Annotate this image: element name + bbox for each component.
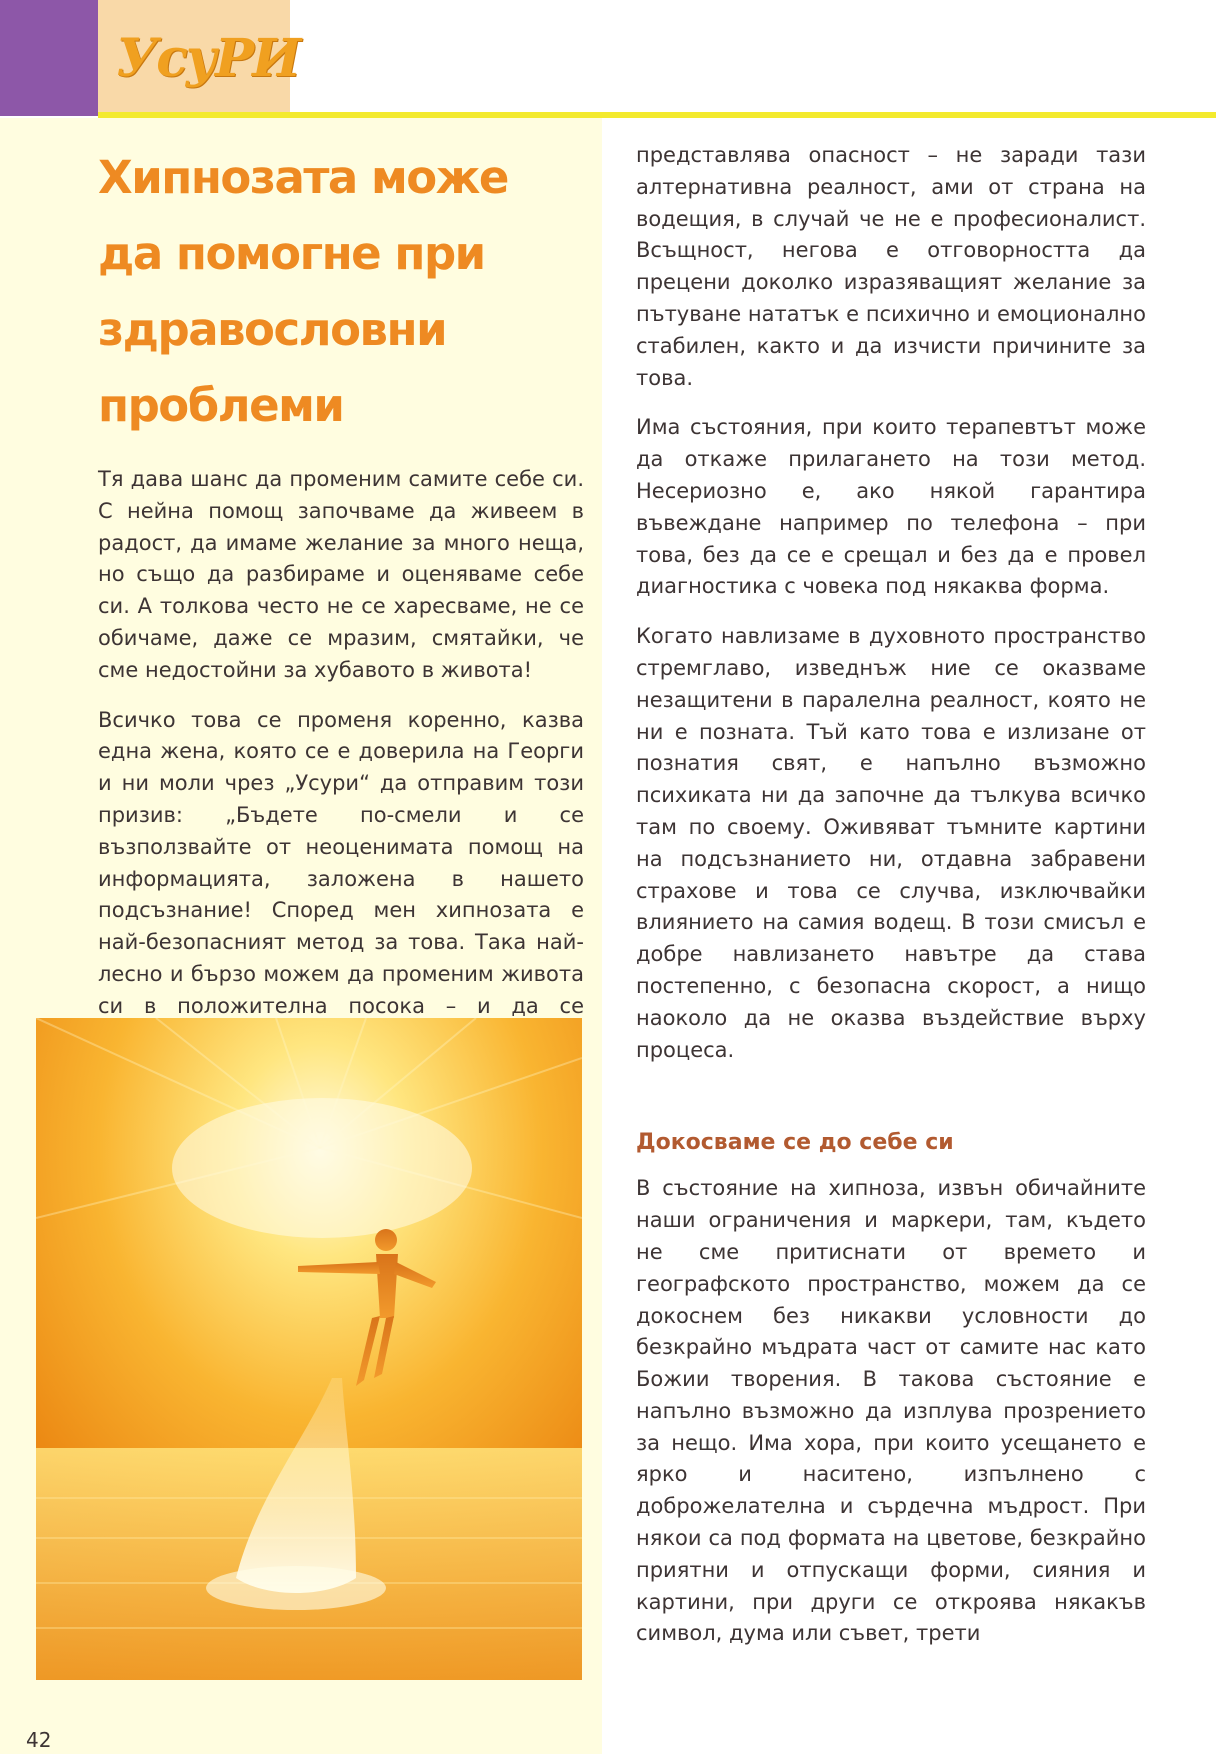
header-purple-band — [0, 0, 98, 116]
body-paragraph: Когато навлизаме в духовното пространство стремглаво, изведнъж ние се оказваме незащитени в паралелна реалност, която не ни е позната. Тъй като това е излизане от познатия свят, е напълно възможно психиката ни да започне да тълкува всичко там по своему. Оживяват тъмните картини на подсъзнанието ни, отдавна забравени страхове и това се случва, изключвайки влиянието на самия водещ. В този смисъл е добре навлизането навътре да става постепенно, с безопасна скорост, а нищо наоколо да не оказва въздействие върху процеса. — [636, 624, 1146, 1062]
article-photo-flying-figure — [36, 1018, 582, 1680]
photo-illustration — [36, 1018, 582, 1680]
body-paragraph: Тя дава шанс да променим самите себе си. С нейна помощ започваме да живеем в радост, да имаме желание за много неща, но също да разбираме и оценяваме себе си. А толкова често не се харесваме, не се обичаме, даже се мразим, смятайки, че сме недостойни за хубавото в живота! — [98, 467, 584, 682]
body-paragraph: Има състояния, при които терапевтът може да откаже прилагането на този метод. Несериозно е, ако някой гарантира въвеждане например по телефона – при това, без да се е срещал и без да е провел диагностика с човека под някаква форма. — [636, 415, 1146, 599]
body-paragraph: представлява опасност – не заради тази алтернативна реалност, ами от страна на водещия, в случай че не е професионалист. Всъщност, негова е отговорността да прецени доколко изразяващият желание за пътуване нататък е психично и емоционално стабилен, както и да изчисти причините за това. — [636, 143, 1146, 390]
logo-text: УсуРИ — [116, 28, 300, 89]
body-paragraph: В състояние на хипноза, извън обичайните наши ограничения и маркери, там, където не сме притиснати от времето и географското пространство, можем да се докоснем без никакви условности до безкрайно мъдрата част от самите нас като Божии творения. В такова състояние е напълно възможно да изплува прозрението за нещо. Има хора, при които усещането е ярко и наситено, изпълнено с доброжелателна и сърдечна мъдрост. При някои са под формата на цветове, безкрайно приятни и отпускащи форми, сияния и картини, при други се откроява някакъв символ, дума или съвет, трети — [636, 1176, 1146, 1646]
magazine-logo — [98, 0, 300, 116]
left-column — [98, 140, 584, 1072]
page-number: 42 — [26, 1728, 52, 1752]
section-subheading: Докосваме се до себе си — [636, 1130, 954, 1156]
body-paragraph: Всичко това се променя коренно, казва една жена, която се е доверила на Георги и ни моли чрез „Усури“ да отправим този призив: „Бъдете по-смели и се възползвайте от неоценимата помощ на информацията, заложена в нашето подсъзнание! Според мен хипнозата е най-безопасният метод за това. Така най-лесно и бързо можем да променим живота си в положителна посока – и да се — [98, 707, 584, 1018]
article-headline: Хипнозата може да помогне при здравословни проблеми — [98, 151, 508, 432]
right-column — [636, 140, 1146, 1668]
